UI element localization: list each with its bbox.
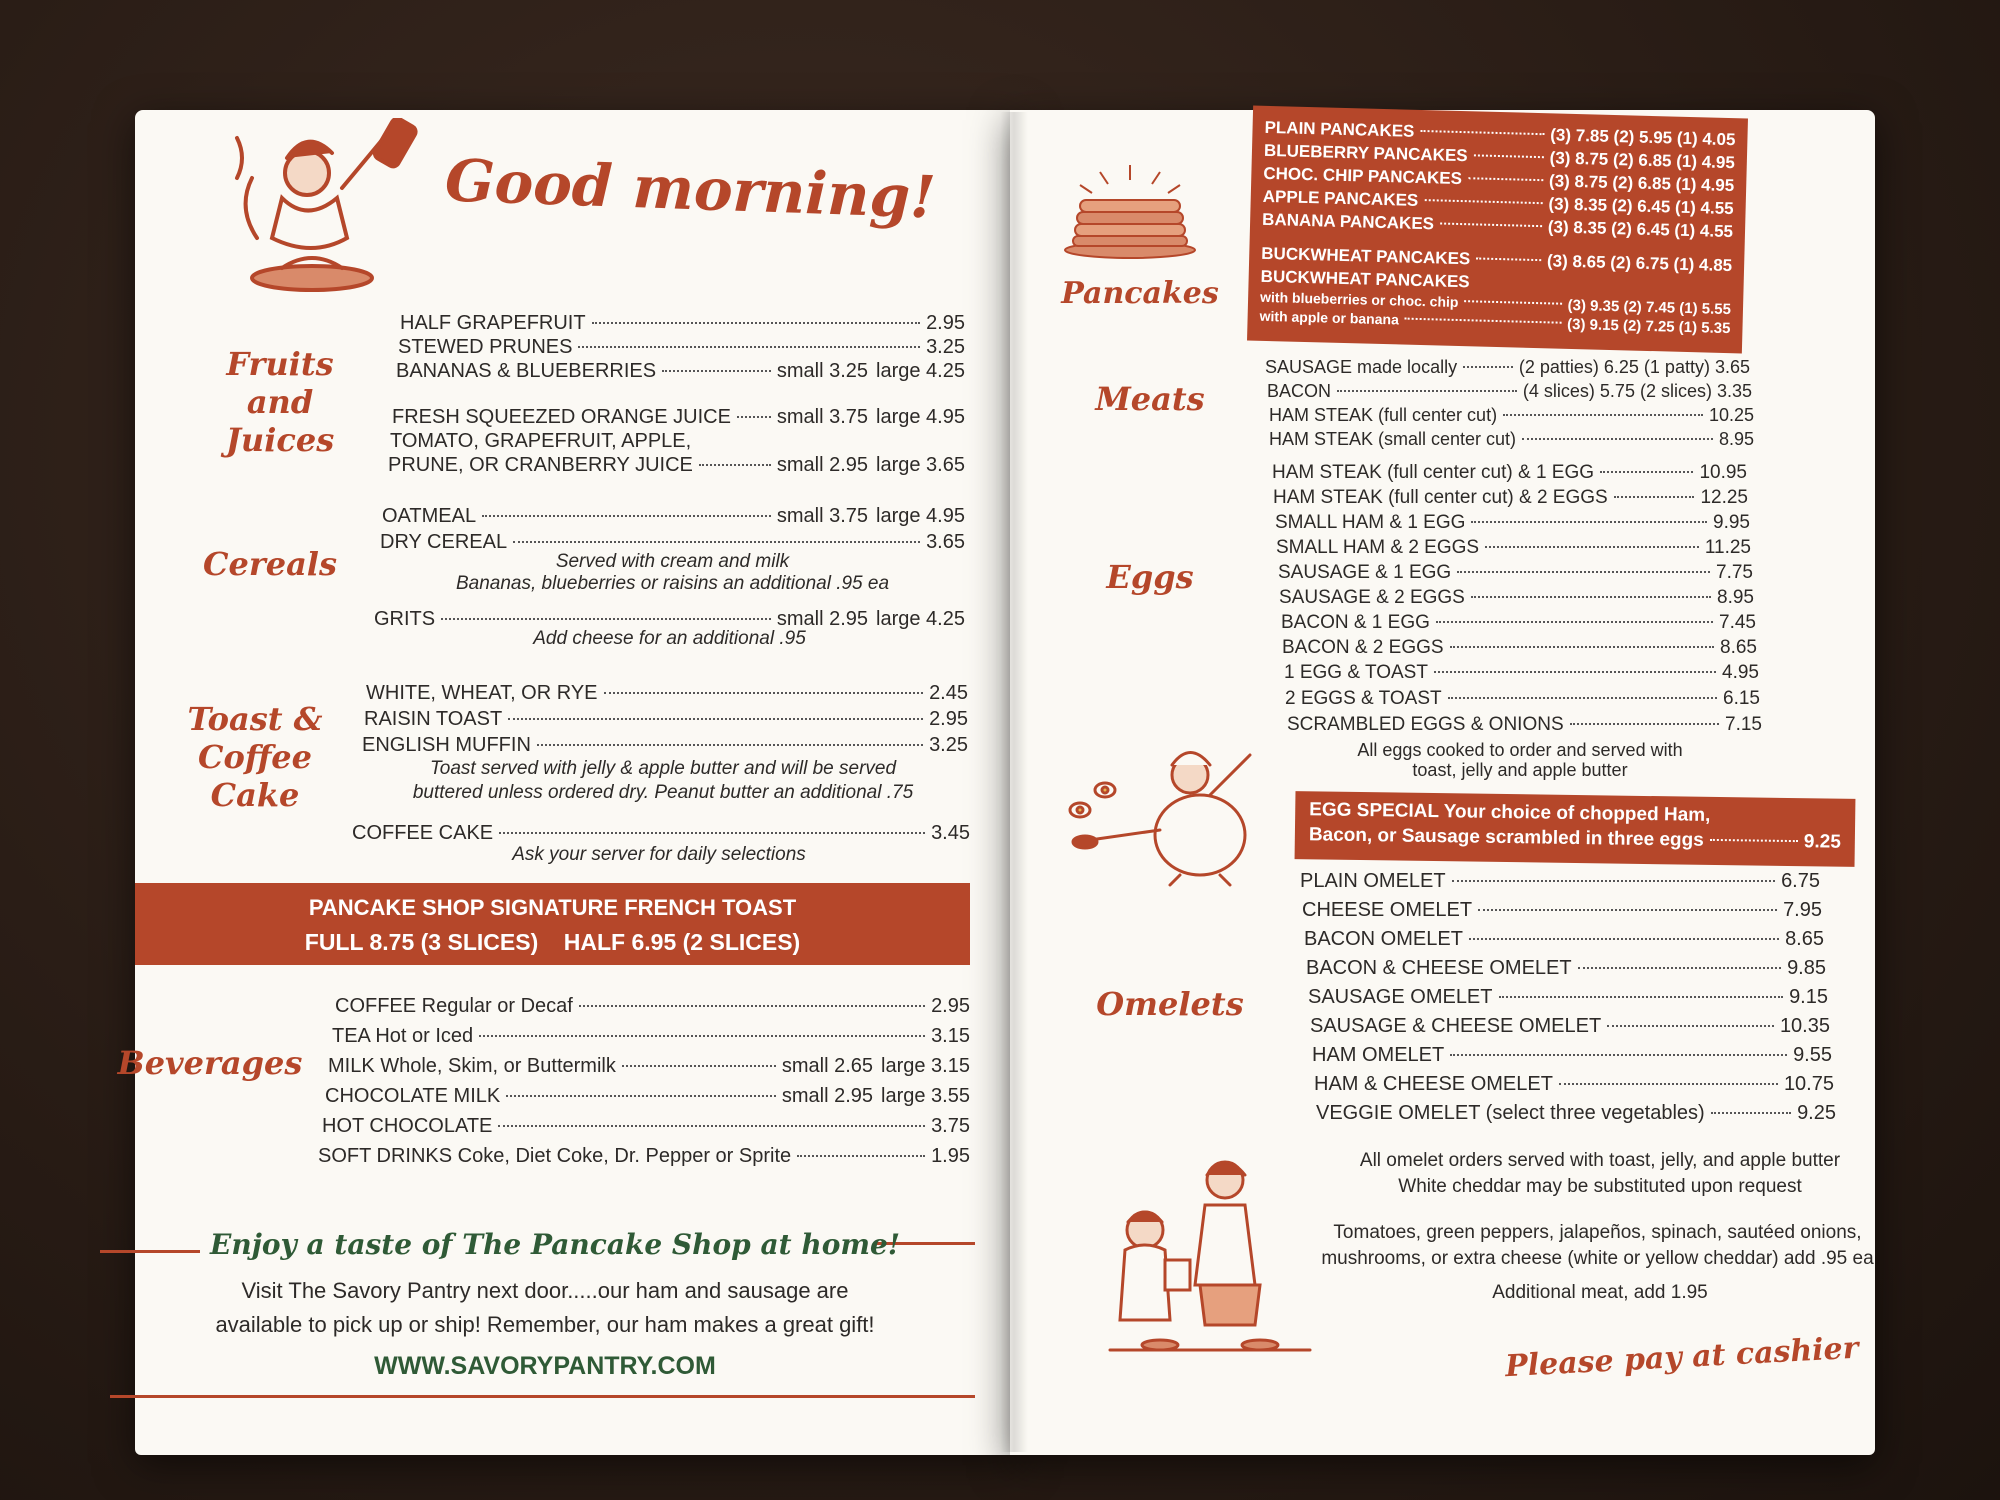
item-note: toast, jelly and apple butter bbox=[1412, 760, 1628, 780]
promo-url[interactable]: WWW.SAVORYPANTRY.COM bbox=[374, 1352, 716, 1380]
menu-item: 1 EGG & TOAST 4.95 bbox=[1284, 662, 1759, 683]
menu-item: VEGGIE OMELET (select three vegetables) 9.25 bbox=[1316, 1102, 1836, 1124]
menu-item: BANANAS & BLUEBERRIES small 3.25 large 4.25 bbox=[396, 360, 965, 382]
menu-item: APPLE PANCAKES (3) 8.35 (2) 6.45 (1) 4.55 bbox=[1262, 186, 1734, 219]
menu-item: WHITE, WHEAT, OR RYE 2.45 bbox=[366, 682, 968, 704]
item-note: buttered unless ordered dry. Peanut butter an additional .75 bbox=[412, 782, 914, 803]
menu-item: SCRAMBLED EGGS & ONIONS 7.15 bbox=[1287, 714, 1762, 735]
menu-fold bbox=[1000, 112, 1028, 1452]
menu-item: RAISIN TOAST 2.95 bbox=[364, 708, 968, 730]
menu-item: ENGLISH MUFFIN 3.25 bbox=[362, 734, 968, 756]
menu-item: COFFEE Regular or Decaf 2.95 bbox=[335, 995, 970, 1017]
menu-item: with blueberries or choc. chip (3) 9.35 (2) 7.45 (1) 5.55 bbox=[1259, 288, 1732, 319]
category-beverages: Beverages bbox=[117, 1044, 303, 1082]
category-eggs: Eggs bbox=[1106, 558, 1194, 596]
item-note: White cheddar may be substituted upon request bbox=[1398, 1176, 1802, 1197]
footer-pay-at-cashier: Please pay at cashier bbox=[1504, 1330, 1860, 1385]
menu-item: HAM STEAK (full center cut) 10.25 bbox=[1269, 405, 1754, 425]
menu-item: CHEESE OMELET 7.95 bbox=[1302, 899, 1822, 921]
item-note: mushrooms, or extra cheese (white or yellow cheddar) add .95 ea bbox=[1321, 1248, 1874, 1269]
menu-item: HAM OMELET 9.55 bbox=[1312, 1044, 1832, 1066]
menu-item: HOT CHOCOLATE 3.75 bbox=[322, 1115, 970, 1137]
menu-item: HAM STEAK (small center cut) 8.95 bbox=[1269, 429, 1754, 449]
menu-item: HAM STEAK (full center cut) & 2 EGGS 12.25 bbox=[1273, 487, 1748, 508]
menu-item: BANANA PANCAKES (3) 8.35 (2) 6.45 (1) 4.55 bbox=[1261, 209, 1734, 242]
menu-item: SAUSAGE & 2 EGGS 8.95 bbox=[1279, 587, 1754, 608]
menu-item: PLAIN PANCAKES (3) 7.85 (2) 5.95 (1) 4.05 bbox=[1264, 117, 1736, 150]
menu-item: STEWED PRUNES 3.25 bbox=[398, 336, 965, 358]
pancakes-price-box bbox=[1247, 106, 1748, 354]
menu-item: HAM STEAK (full center cut) & 1 EGG 10.95 bbox=[1272, 462, 1747, 483]
menu-item: SAUSAGE OMELET 9.15 bbox=[1308, 986, 1828, 1008]
menu-item: PRUNE, OR CRANBERRY JUICE small 2.95 large 3.65 bbox=[388, 454, 965, 476]
menu-item: HALF GRAPEFRUIT 2.95 bbox=[400, 312, 965, 334]
item-note: Served with cream and milk bbox=[555, 551, 790, 572]
menu-item: BACON (4 slices) 5.75 (2 slices) 3.35 bbox=[1267, 381, 1752, 401]
menu-item: TOMATO, GRAPEFRUIT, APPLE, bbox=[390, 430, 692, 452]
egg-special-price: 9.25 bbox=[1803, 831, 1841, 853]
menu-item: BUCKWHEAT PANCAKES bbox=[1260, 266, 1470, 292]
menu-item: SAUSAGE & CHEESE OMELET 10.35 bbox=[1310, 1015, 1830, 1037]
menu-item: BACON & CHEESE OMELET 9.85 bbox=[1306, 957, 1826, 979]
promo-heading: Enjoy a taste of The Pancake Shop at home! bbox=[210, 1228, 901, 1261]
menu-item: PLAIN OMELET 6.75 bbox=[1300, 870, 1820, 892]
menu-item: with apple or banana (3) 9.15 (2) 7.25 (1) 5.35 bbox=[1259, 307, 1731, 338]
category-cereals: Cereals bbox=[203, 545, 337, 583]
promo-bottom-rule bbox=[110, 1395, 975, 1398]
promo-text: available to pick up or ship! Remember, our ham makes a great gift! bbox=[215, 1312, 875, 1337]
menu-item: FRESH SQUEEZED ORANGE JUICE small 3.75 large 4.95 bbox=[392, 406, 965, 428]
french-toast-title: PANCAKE SHOP SIGNATURE FRENCH TOAST bbox=[308, 895, 797, 920]
menu-item: CHOCOLATE MILK small 2.95 large 3.55 bbox=[325, 1085, 970, 1107]
item-note: Additional meat, add 1.95 bbox=[1492, 1282, 1708, 1303]
chef-eggs-illustration bbox=[1060, 740, 1260, 890]
menu-item: SMALL HAM & 1 EGG 9.95 bbox=[1275, 512, 1750, 533]
menu-item: GRITS small 2.95 large 4.25 bbox=[374, 608, 965, 630]
menu-item: SMALL HAM & 2 EGGS 11.25 bbox=[1276, 537, 1751, 558]
menu-item: CHOC. CHIP PANCAKES (3) 8.75 (2) 6.85 (1) 4.95 bbox=[1263, 163, 1735, 196]
menu-item: BLUEBERRY PANCAKES (3) 8.75 (2) 6.85 (1) 4.95 bbox=[1263, 140, 1736, 173]
french-toast-prices: FULL 8.75 (3 SLICES) HALF 6.95 (2 SLICES) bbox=[304, 929, 801, 955]
menu-item: BACON & 1 EGG 7.45 bbox=[1281, 612, 1756, 633]
category-pancakes: Pancakes bbox=[1061, 276, 1219, 311]
item-note: Bananas, blueberries or raisins an additional .95 ea bbox=[455, 573, 890, 594]
menu-item: SOFT DRINKS Coke, Diet Coke, Dr. Pepper or Sprite 1.95 bbox=[318, 1145, 970, 1167]
item-note: Tomatoes, green peppers, jalapeños, spinach, sautéed onions, bbox=[1333, 1222, 1862, 1243]
item-note: Ask your server for daily selections bbox=[512, 844, 806, 865]
french-toast-banner bbox=[135, 883, 970, 965]
chef-illustration bbox=[232, 118, 432, 298]
menu-item: DRY CEREAL 3.65 bbox=[380, 531, 965, 553]
item-note: Add cheese for an additional .95 bbox=[533, 628, 806, 649]
menu-item: HAM & CHEESE OMELET 10.75 bbox=[1314, 1073, 1834, 1095]
promo-rule-left bbox=[100, 1250, 200, 1253]
item-note: Toast served with jelly & apple butter and will be served bbox=[429, 758, 897, 779]
item-note: All eggs cooked to order and served with bbox=[1357, 740, 1683, 760]
menu-item: OATMEAL small 3.75 large 4.95 bbox=[382, 505, 965, 527]
pancake-stack-icon bbox=[1055, 160, 1205, 260]
menu-item: COFFEE CAKE 3.45 bbox=[352, 822, 970, 844]
menu-item: TEA Hot or Iced 3.15 bbox=[332, 1025, 970, 1047]
category-meats: Meats bbox=[1095, 380, 1205, 418]
promo-text: Visit The Savory Pantry next door.....our ham and sausage are bbox=[241, 1278, 849, 1303]
item-note: All omelet orders served with toast, jelly, and apple butter bbox=[1359, 1150, 1841, 1171]
menu-item: SAUSAGE & 1 EGG 7.75 bbox=[1278, 562, 1753, 583]
menu-item: BACON OMELET 8.65 bbox=[1304, 928, 1824, 950]
page-title: Good morning! bbox=[443, 146, 937, 232]
egg-special-line1: EGG SPECIAL Your choice of chopped Ham, bbox=[1309, 799, 1711, 826]
egg-special-banner bbox=[1295, 791, 1856, 867]
menu-item: SAUSAGE made locally (2 patties) 6.25 (1 patty) 3.65 bbox=[1265, 357, 1750, 377]
menu-item: BUCKWHEAT PANCAKES (3) 8.65 (2) 6.75 (1) 4.85 bbox=[1261, 243, 1733, 276]
category-fruits-juices: Fruits and Juices bbox=[225, 345, 335, 459]
menu-item: BACON & 2 EGGS 8.65 bbox=[1282, 637, 1757, 658]
category-toast-coffee-cake: Toast & Coffee Cake bbox=[187, 700, 323, 814]
category-omelets: Omelets bbox=[1096, 985, 1244, 1023]
diner-illustration bbox=[1100, 1150, 1330, 1380]
egg-special-line2: Bacon, or Sausage scrambled in three eggs bbox=[1308, 824, 1704, 851]
menu-item: 2 EGGS & TOAST 6.15 bbox=[1285, 688, 1760, 709]
menu-item: MILK Whole, Skim, or Buttermilk small 2.65 large 3.15 bbox=[328, 1055, 970, 1077]
